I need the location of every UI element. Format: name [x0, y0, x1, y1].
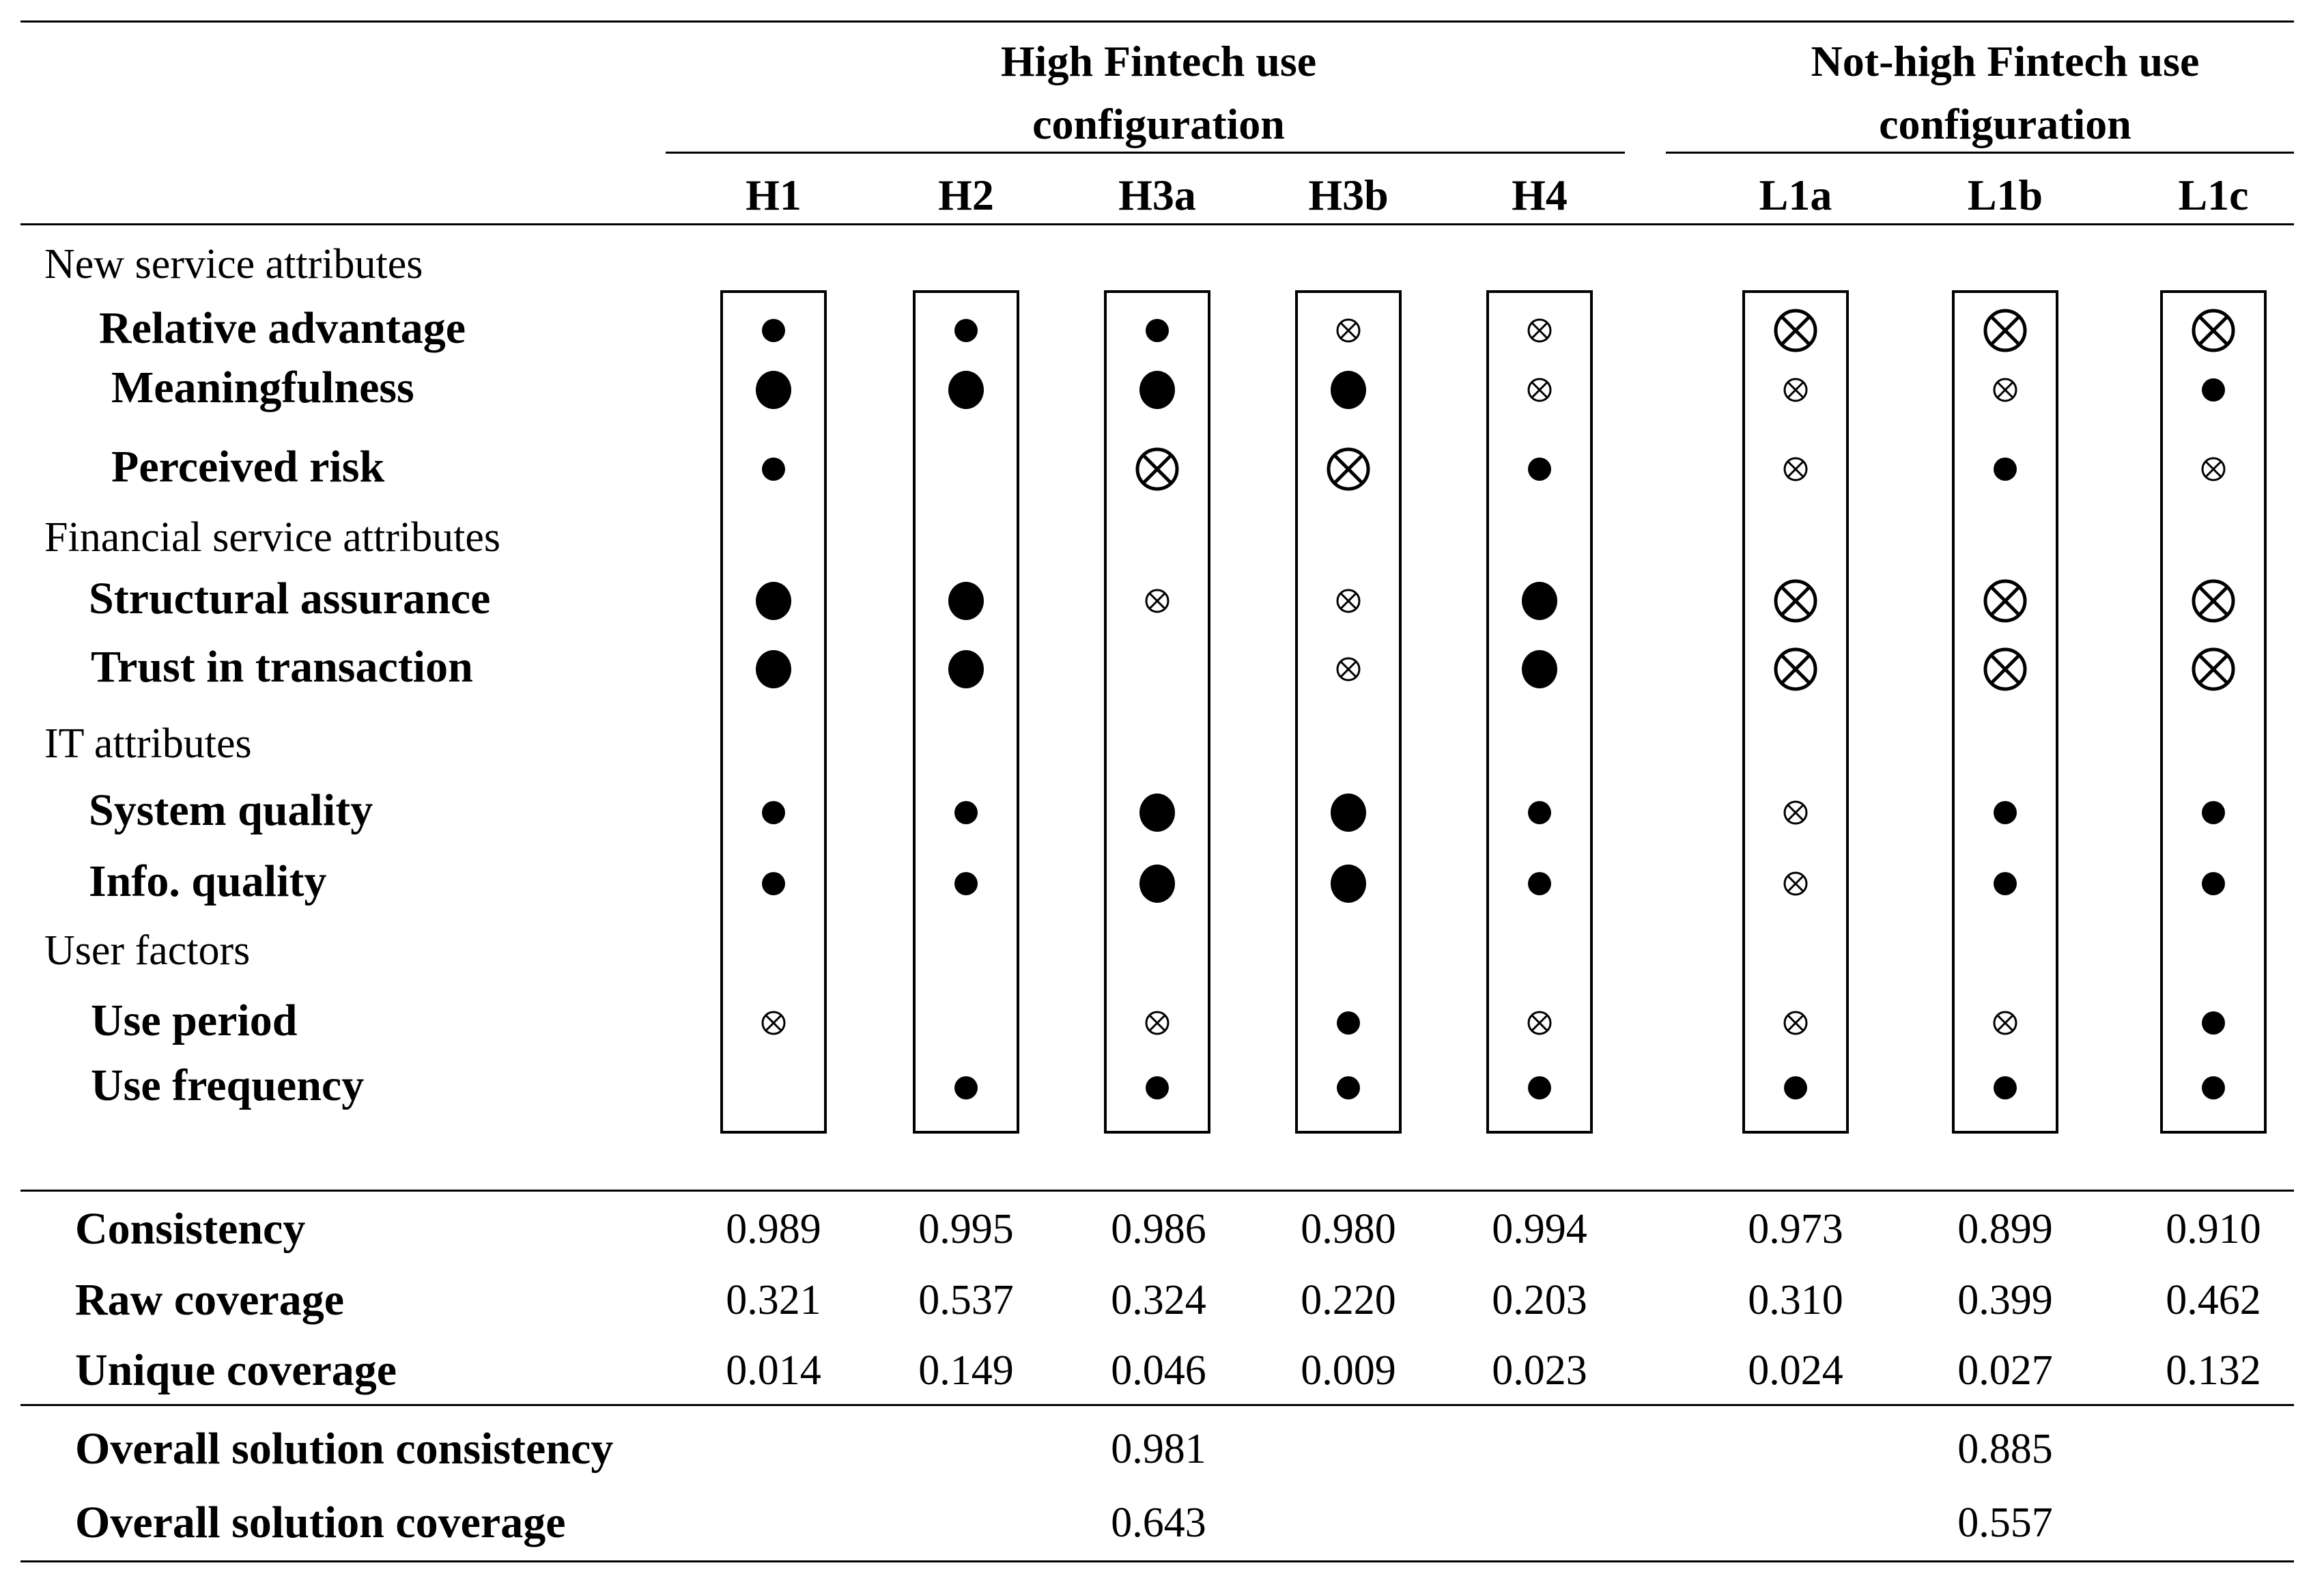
stat-value: 0.149 [918, 1347, 1014, 1394]
core-present-large-icon [1328, 792, 1369, 833]
attribute-label: Relative advantage [99, 303, 466, 353]
peripheral-absent-icon [1335, 587, 1362, 615]
column-header: H2 [938, 171, 994, 219]
stat-value: 0.321 [726, 1277, 821, 1323]
attribute-label: System quality [89, 785, 373, 835]
core-present-large-icon [1519, 649, 1560, 690]
core-present-large-icon [946, 369, 987, 410]
stat-label: Consistency [75, 1204, 306, 1254]
stats-rule [20, 1404, 2294, 1406]
section-label: Financial service attributes [44, 514, 500, 561]
peripheral-absent-icon [2200, 455, 2227, 483]
column-header: H3a [1118, 171, 1196, 219]
core-present-icon [1992, 1074, 2019, 1101]
stat-value: 0.220 [1301, 1277, 1396, 1323]
group-header-line1: High Fintech use [1000, 37, 1317, 85]
stat-value: 0.009 [1301, 1347, 1396, 1394]
group-header-line1: Not-high Fintech use [1811, 37, 2200, 85]
core-absent-icon [1981, 307, 2029, 354]
core-present-icon [1992, 799, 2019, 826]
stat-value: 0.132 [2166, 1347, 2261, 1394]
stat-value: 0.024 [1748, 1347, 1843, 1394]
attribute-label: Meaningfulness [111, 363, 414, 412]
core-present-icon [760, 455, 787, 483]
stat-value: 0.899 [1957, 1206, 2053, 1252]
core-present-icon [1335, 1009, 1362, 1037]
core-present-icon [1992, 870, 2019, 897]
core-absent-icon [2190, 307, 2237, 354]
column-header: H1 [746, 171, 802, 219]
section-label: User factors [44, 927, 251, 974]
header-rule [20, 223, 2294, 225]
core-present-icon [952, 1074, 980, 1101]
core-present-icon [1992, 455, 2019, 483]
core-present-icon [760, 870, 787, 897]
stat-value: 0.986 [1111, 1206, 1206, 1252]
core-present-large-icon [946, 580, 987, 621]
overall-value-nothigh: 0.557 [1957, 1500, 2053, 1546]
peripheral-absent-icon [1526, 317, 1553, 344]
peripheral-absent-icon [1144, 587, 1171, 615]
core-absent-icon [1772, 307, 1819, 354]
core-present-icon [1144, 1074, 1171, 1101]
stat-value: 0.046 [1111, 1347, 1206, 1394]
peripheral-absent-icon [760, 1009, 787, 1037]
column-header: H3b [1308, 171, 1389, 219]
configuration-column-box [1295, 290, 1402, 1134]
stat-value: 0.994 [1492, 1206, 1587, 1252]
stat-value: 0.980 [1301, 1206, 1396, 1252]
stat-value: 0.910 [2166, 1206, 2261, 1252]
peripheral-absent-icon [1782, 455, 1809, 483]
stat-value: 0.462 [2166, 1277, 2261, 1323]
core-present-icon [1144, 317, 1171, 344]
core-present-icon [1782, 1074, 1809, 1101]
body-rule [20, 1190, 2294, 1192]
core-present-icon [2200, 376, 2227, 404]
core-present-icon [2200, 870, 2227, 897]
configuration-column-box [1742, 290, 1849, 1134]
stat-value: 0.995 [918, 1206, 1014, 1252]
stat-value: 0.989 [726, 1206, 821, 1252]
core-present-icon [2200, 1009, 2227, 1037]
stat-value: 0.399 [1957, 1277, 2053, 1323]
stat-value: 0.203 [1492, 1277, 1587, 1323]
core-present-icon [1526, 455, 1553, 483]
peripheral-absent-icon [1782, 1009, 1809, 1037]
core-present-large-icon [753, 649, 794, 690]
core-present-large-icon [1519, 580, 1560, 621]
core-present-icon [2200, 799, 2227, 826]
core-absent-icon [1981, 577, 2029, 625]
configuration-column-box [913, 290, 1019, 1134]
group-header-line2: configuration [1879, 100, 2131, 148]
overall-label: Overall solution consistency [75, 1424, 614, 1474]
peripheral-absent-icon [1335, 317, 1362, 344]
peripheral-absent-icon [1526, 1009, 1553, 1037]
core-absent-icon [2190, 645, 2237, 693]
overall-value-nothigh: 0.885 [1957, 1426, 2053, 1472]
core-absent-icon [2190, 577, 2237, 625]
core-present-large-icon [1137, 369, 1178, 410]
peripheral-absent-icon [1526, 376, 1553, 404]
core-present-icon [760, 799, 787, 826]
configuration-column-box [1104, 290, 1210, 1134]
attribute-label: Structural assurance [89, 574, 491, 623]
core-present-icon [1335, 1074, 1362, 1101]
core-present-large-icon [753, 369, 794, 410]
configuration-column-box [1952, 290, 2058, 1134]
configuration-column-box [2160, 290, 2267, 1134]
attribute-label: Use frequency [91, 1061, 365, 1110]
core-present-icon [2200, 1074, 2227, 1101]
core-present-icon [760, 317, 787, 344]
peripheral-absent-icon [1782, 376, 1809, 404]
core-absent-icon [1324, 445, 1372, 493]
section-label: IT attributes [44, 720, 252, 767]
peripheral-absent-icon [1335, 656, 1362, 683]
group-rule-nothigh [1666, 152, 2294, 154]
attribute-label: Perceived risk [111, 442, 385, 492]
core-present-icon [1526, 870, 1553, 897]
core-present-large-icon [753, 580, 794, 621]
configuration-column-box [720, 290, 827, 1134]
core-present-large-icon [1137, 863, 1178, 904]
overall-value-high: 0.981 [1111, 1426, 1206, 1472]
core-present-large-icon [1328, 369, 1369, 410]
core-present-icon [952, 799, 980, 826]
top-rule [20, 20, 2294, 23]
peripheral-absent-icon [1992, 376, 2019, 404]
overall-value-high: 0.643 [1111, 1500, 1206, 1546]
column-header: H4 [1512, 171, 1568, 219]
section-label: New service attributes [44, 241, 423, 287]
attribute-label: Use period [91, 996, 298, 1045]
peripheral-absent-icon [1992, 1009, 2019, 1037]
core-absent-icon [1772, 577, 1819, 625]
core-absent-icon [1981, 645, 2029, 693]
column-header: L1b [1967, 171, 2043, 219]
overall-label: Overall solution coverage [75, 1498, 566, 1547]
core-present-icon [952, 870, 980, 897]
core-present-icon [952, 317, 980, 344]
core-absent-icon [1772, 645, 1819, 693]
peripheral-absent-icon [1144, 1009, 1171, 1037]
core-absent-icon [1133, 445, 1181, 493]
stat-value: 0.537 [918, 1277, 1014, 1323]
core-present-large-icon [1328, 863, 1369, 904]
peripheral-absent-icon [1782, 799, 1809, 826]
attribute-label: Trust in transaction [91, 642, 473, 692]
core-present-icon [1526, 799, 1553, 826]
stat-label: Raw coverage [75, 1275, 345, 1325]
stat-value: 0.310 [1748, 1277, 1843, 1323]
column-header: L1a [1759, 171, 1832, 219]
attribute-label: Info. quality [89, 856, 327, 906]
configuration-column-box [1486, 290, 1593, 1134]
core-present-large-icon [1137, 792, 1178, 833]
stat-value: 0.014 [726, 1347, 821, 1394]
group-header-line2: configuration [1032, 100, 1285, 148]
peripheral-absent-icon [1782, 870, 1809, 897]
stat-value: 0.027 [1957, 1347, 2053, 1394]
core-present-large-icon [946, 649, 987, 690]
bottom-rule [20, 1560, 2294, 1562]
stat-label: Unique coverage [75, 1345, 397, 1395]
group-rule-high [666, 152, 1625, 154]
stat-value: 0.973 [1748, 1206, 1843, 1252]
stat-value: 0.023 [1492, 1347, 1587, 1394]
core-present-icon [1526, 1074, 1553, 1101]
stat-value: 0.324 [1111, 1277, 1206, 1323]
column-header: L1c [2178, 171, 2249, 219]
